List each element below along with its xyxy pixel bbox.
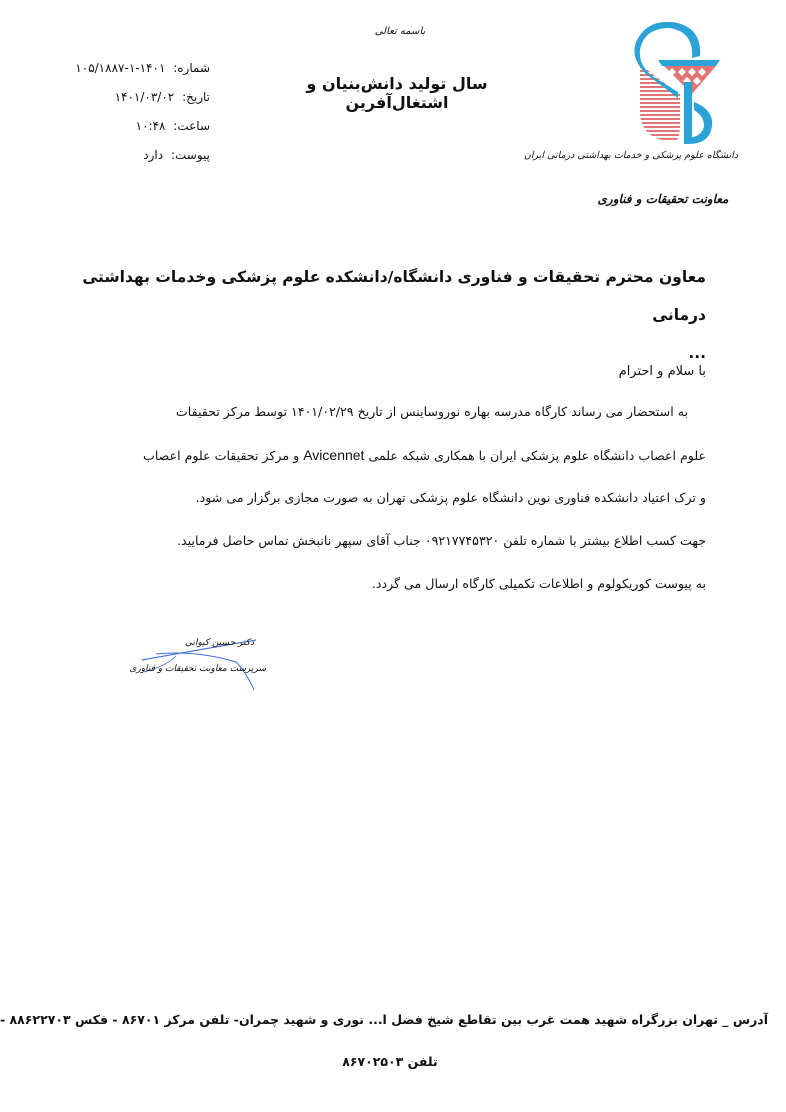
body-line: و ترک اعتیاد دانشکده فناوری نوین دانشگاه علوم پزشکی تهران به صورت مجازی برگزار می شود.	[195, 490, 706, 505]
letter-attachment-value: دارد	[143, 148, 164, 162]
signatory-name: دکتر حسین کیوانی	[184, 638, 254, 648]
addressee-ellipsis: ...	[688, 344, 706, 362]
letter-time-value: ۱۰:۴۸	[135, 119, 166, 133]
body-line: جهت کسب اطلاع بیشتر با شماره تلفن ۰۹۲۱۷۷۴۵۳۲۰ جناب آقای سپهر نانبخش تماس حاصل فرمایید.	[177, 533, 706, 548]
letter-number-row	[40, 54, 210, 83]
addressee-line: معاون محترم تحقیقات و فناوری دانشگاه/دانشکده علوم پزشکی وخدمات بهداشتی درمانی	[82, 268, 706, 324]
body-line: به استحضار می رساند کارگاه مدرسه بهاره نوروساینس از تاریخ ۱۴۰۱/۰۲/۲۹ توسط مرکز تحقیقات	[175, 404, 688, 419]
basmala: باسمه تعالی	[374, 26, 426, 37]
letter-date-label: تاریخ:	[182, 90, 210, 104]
letter-number-label: شماره:	[173, 61, 210, 75]
letter-meta	[40, 54, 210, 170]
body-line: به پیوست کوریکولوم و اطلاعات تکمیلی کارگاه ارسال می گردد.	[371, 576, 706, 591]
greeting: با سلام و احترام	[618, 364, 706, 379]
footer-address: آدرس _ تهران بزرگراه شهید همت غرب بین تقاطع شیخ فضل ا... نوری و شهید چمران- تلفن مرکز ۸۶۷۰۱ - فکس ۸۸۶۲۲۷۰۳ -	[0, 1012, 768, 1027]
body-text-segment: علوم اعصاب دانشگاه علوم پزشکی ایران با همکاری شبکه علمی	[364, 448, 706, 463]
letter-time-label: ساعت:	[173, 119, 210, 133]
letter-number-value: ۱۴۰۱-۱-۱۰۵/۱۸۸۷	[75, 61, 166, 75]
addressee	[70, 258, 706, 372]
letter-attachment-label: پیوست:	[170, 148, 210, 162]
avicennet-text: Avicennet	[303, 447, 365, 463]
body-text-segment: و مرکز تحقیقات علوم اعصاب	[142, 448, 304, 463]
letter-time-row	[40, 112, 210, 141]
department-name: معاونت تحقیقات و فناوری	[597, 192, 729, 206]
university-logo-block	[523, 22, 748, 222]
year-slogan: سال تولید دانش‌بنیان و اشتغال‌آفرین	[306, 74, 488, 112]
letter-date-value: ۱۴۰۱/۰۳/۰۲	[114, 90, 175, 104]
university-name: دانشگاه علوم پزشکی و خدمات بهداشتی درمانی ایران	[523, 150, 738, 161]
university-logo-icon	[632, 22, 722, 147]
signatory-title: سرپرست معاونت تحقیقات و فناوری	[129, 664, 266, 674]
footer-phone: تلفن ۸۶۷۰۲۵۰۳	[342, 1054, 438, 1069]
body-line	[84, 445, 706, 488]
letter-attachment-row	[40, 141, 210, 170]
signature-block	[129, 632, 266, 692]
letter-date-row	[40, 83, 210, 112]
letter-body	[84, 402, 706, 617]
